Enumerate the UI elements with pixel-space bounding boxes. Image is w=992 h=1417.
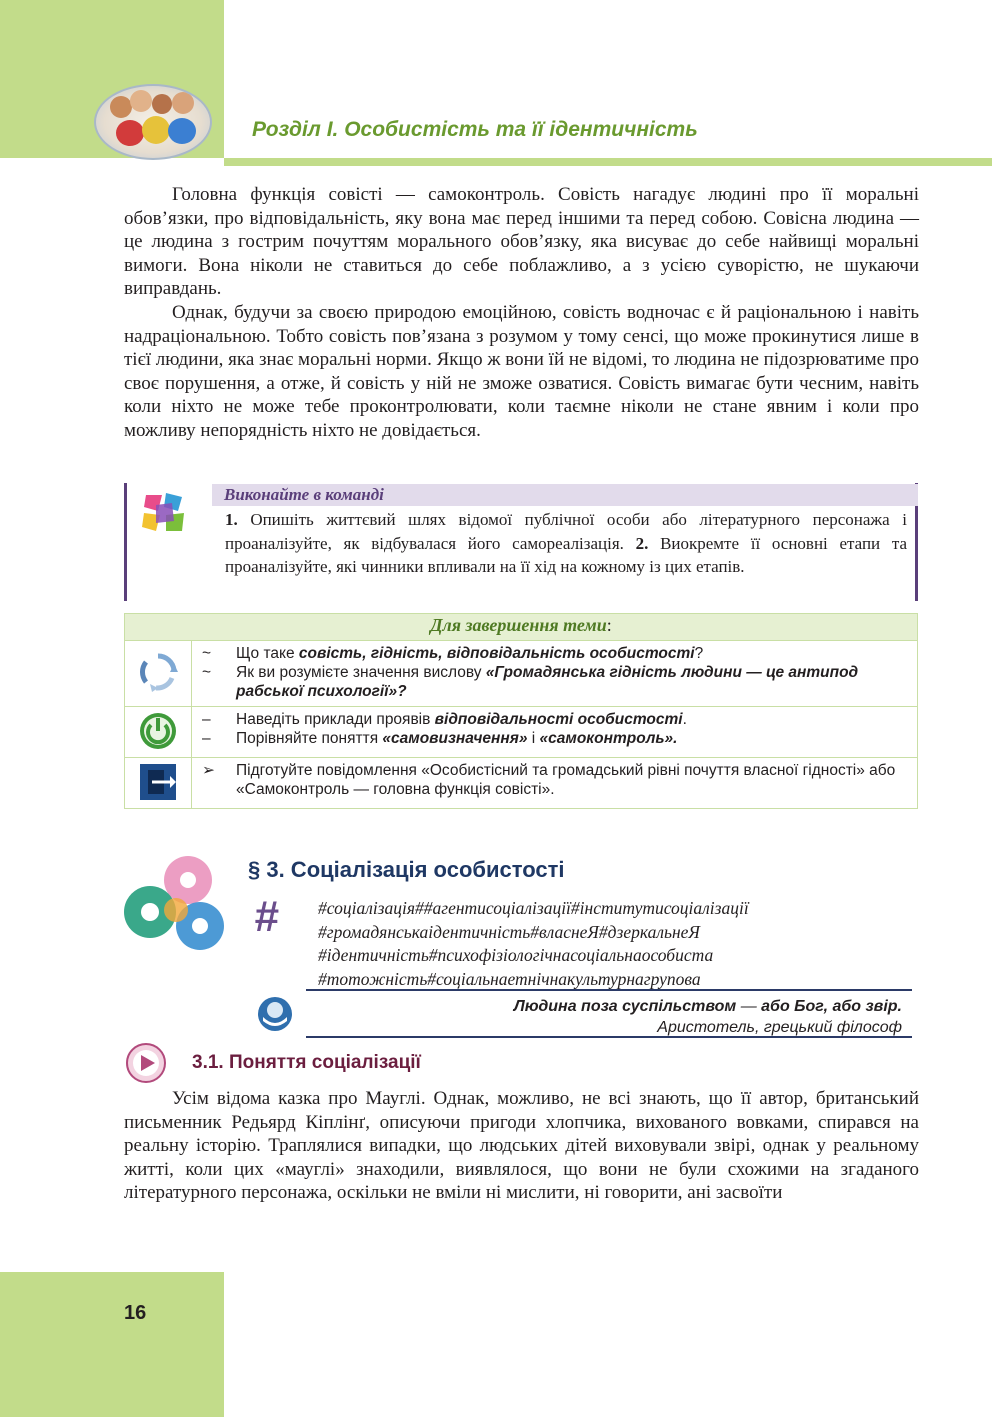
team-task-left-bar <box>124 483 127 601</box>
teamwork-hands-icon <box>138 487 190 539</box>
task-text-1: Опишіть життєвий шлях відомої публічної особи або літературного персонажа і проаналізуйте, як відбувалася його самореалізація. <box>225 510 908 553</box>
question-text: Що таке <box>236 645 299 662</box>
subsection-title: 3.1. Поняття соціалізації <box>192 1052 421 1073</box>
completion-row-3 <box>192 758 918 809</box>
task-emphasis-2: «самоконтроль». <box>539 730 678 747</box>
epigraph <box>380 996 902 1038</box>
hashtag-line: #ідентичність#психофізіологічнасоціальнаособиста <box>318 945 714 965</box>
assignment-text: Підготуйте повідомлення «Особистісний та громадський рівні почуття власної гідності» або «Самоконтроль — головна функція совісті». <box>236 762 896 798</box>
question-item <box>202 644 907 663</box>
footer-green-band <box>0 1272 224 1417</box>
paragraph-conscience-function: Головна функція совісті — самоконтроль. Совість нагадує людині про її моральні обов’язки, про відповідальність, яку вона має перед іншими та перед собою. Совісна людина — це людина з гострим почуттям морального обов’язку, яка висуває до себе найвищі моральні вимоги. Вона ніколи не ставиться до себе поблажливо, а з усією суворістю, не шукаючи виправдань. <box>124 184 919 300</box>
task-item <box>202 729 907 748</box>
completion-row-3-icon-cell <box>125 758 192 809</box>
assignment-item <box>202 761 907 799</box>
hashtag-line: #громадянськаідентичність#власнеЯ#дзеркальнеЯ <box>318 921 700 942</box>
completion-row-2-icon-cell <box>125 707 192 758</box>
team-task-heading: Виконайте в команді <box>224 485 384 504</box>
question-emphasis: «Громадянська гідність людини — це антипод рабської психології»? <box>236 664 859 700</box>
task-number-2: 2. <box>635 533 649 553</box>
hashtag-line: #соціалізація##агентисоціалізації#інститутисоціалізації <box>318 898 749 918</box>
section-title: § 3. Соціалізація особистості <box>248 857 565 882</box>
item-marker: ~ <box>202 664 212 681</box>
item-marker: ➢ <box>202 762 215 779</box>
completion-row-1-icon-cell <box>125 641 192 707</box>
task-item <box>202 710 907 729</box>
task-end: . <box>682 711 687 728</box>
task-text: Порівняйте поняття <box>236 730 383 747</box>
header-rule <box>224 158 992 166</box>
hashtag-icon: # <box>254 892 279 941</box>
completion-heading-cell <box>125 614 918 641</box>
hashtag-line: #тотожність#соціальнаетнічнакультурнагрупова <box>318 968 701 989</box>
arrows-cycle-icon <box>136 650 180 694</box>
paragraph-mowgli: Усім відома казка про Мауглі. Однак, можливо, не всі знають, що її автор, британський письменник Редьярд Кіплінґ, описуючи пригоди хлопчика, вихованого вовками, спирався на реальну історію. Траплялися випадки, що людських дітей виховували звірі, однак у реальному житті, коли цих «мауглі» знаходили, виявлялося, що вони не були схожими на згаданого літературного персонажа, оскільки не вміли ні мислити, ні говорити, ані засвоїти <box>124 1088 919 1204</box>
team-task-text <box>225 508 907 579</box>
item-marker: ~ <box>202 645 212 662</box>
exit-door-icon <box>138 762 178 802</box>
children-group-photo <box>94 84 212 160</box>
epigraph-dash: — <box>736 998 762 1015</box>
task-connector: і <box>527 730 540 747</box>
gears-icon <box>122 852 230 962</box>
paragraph-conscience-rational: Однак, будучи за своєю природою емоційною, совість водночас є й раціональною і навіть надраціональною. Тобто совість пов’язана з розумом у тому сенсі, що може прокинутися лише в тієї людини, яка знає моральні норми. Якщо ж вони їй не відомі, то людина не підозрюватиме про своє порушення, а отже, й совість у ній не зможе озватися. Совість вимагає бути чесним, навіть коли ніхто не може тебе проконтролювати, коли таємне ніколи не стане явним і коли про можливу непорядність ніхто не довідається. <box>124 302 919 441</box>
hashtag-list <box>318 897 749 991</box>
task-number-1: 1. <box>225 510 238 529</box>
play-icon <box>124 1042 168 1084</box>
epigraph-author: Аристотель, грецький філософ <box>657 1019 902 1036</box>
task-text: Наведіть приклади проявів <box>236 711 435 728</box>
quote-bottom-rule <box>306 1036 912 1038</box>
epigraph-quote-rest: або Бог, або звір. <box>761 998 902 1015</box>
item-marker: – <box>202 730 211 747</box>
question-emphasis: совість, гідність, відповідальність особистості <box>298 645 695 662</box>
completion-heading-colon: : <box>606 615 612 635</box>
page-number: 16 <box>124 1302 147 1324</box>
completion-heading: Для завершення теми <box>430 615 607 635</box>
power-icon <box>138 711 178 751</box>
completion-table <box>124 613 918 809</box>
completion-row-1 <box>192 641 918 707</box>
chapter-title: Розділ І. Особистість та її ідентичність <box>252 118 698 141</box>
question-end: ? <box>694 645 704 662</box>
question-item <box>202 663 907 701</box>
task-emphasis: відповідальності особистості <box>434 711 683 728</box>
task-text-2: Виокремте її основні етапи та проаналізуйте, які чинники впливали на її хід на кожному із цих етапів. <box>225 533 908 576</box>
quote-top-rule <box>306 989 912 991</box>
question-text: Як ви розумієте значення вислову <box>236 664 486 681</box>
team-task-heading-bar <box>212 484 918 506</box>
team-task-box <box>124 483 918 601</box>
task-emphasis: «самовизначення» <box>382 730 528 747</box>
globe-hands-icon <box>256 995 294 1033</box>
completion-row-2 <box>192 707 918 758</box>
epigraph-quote: Людина поза суспільством <box>513 998 737 1015</box>
item-marker: – <box>202 711 211 728</box>
